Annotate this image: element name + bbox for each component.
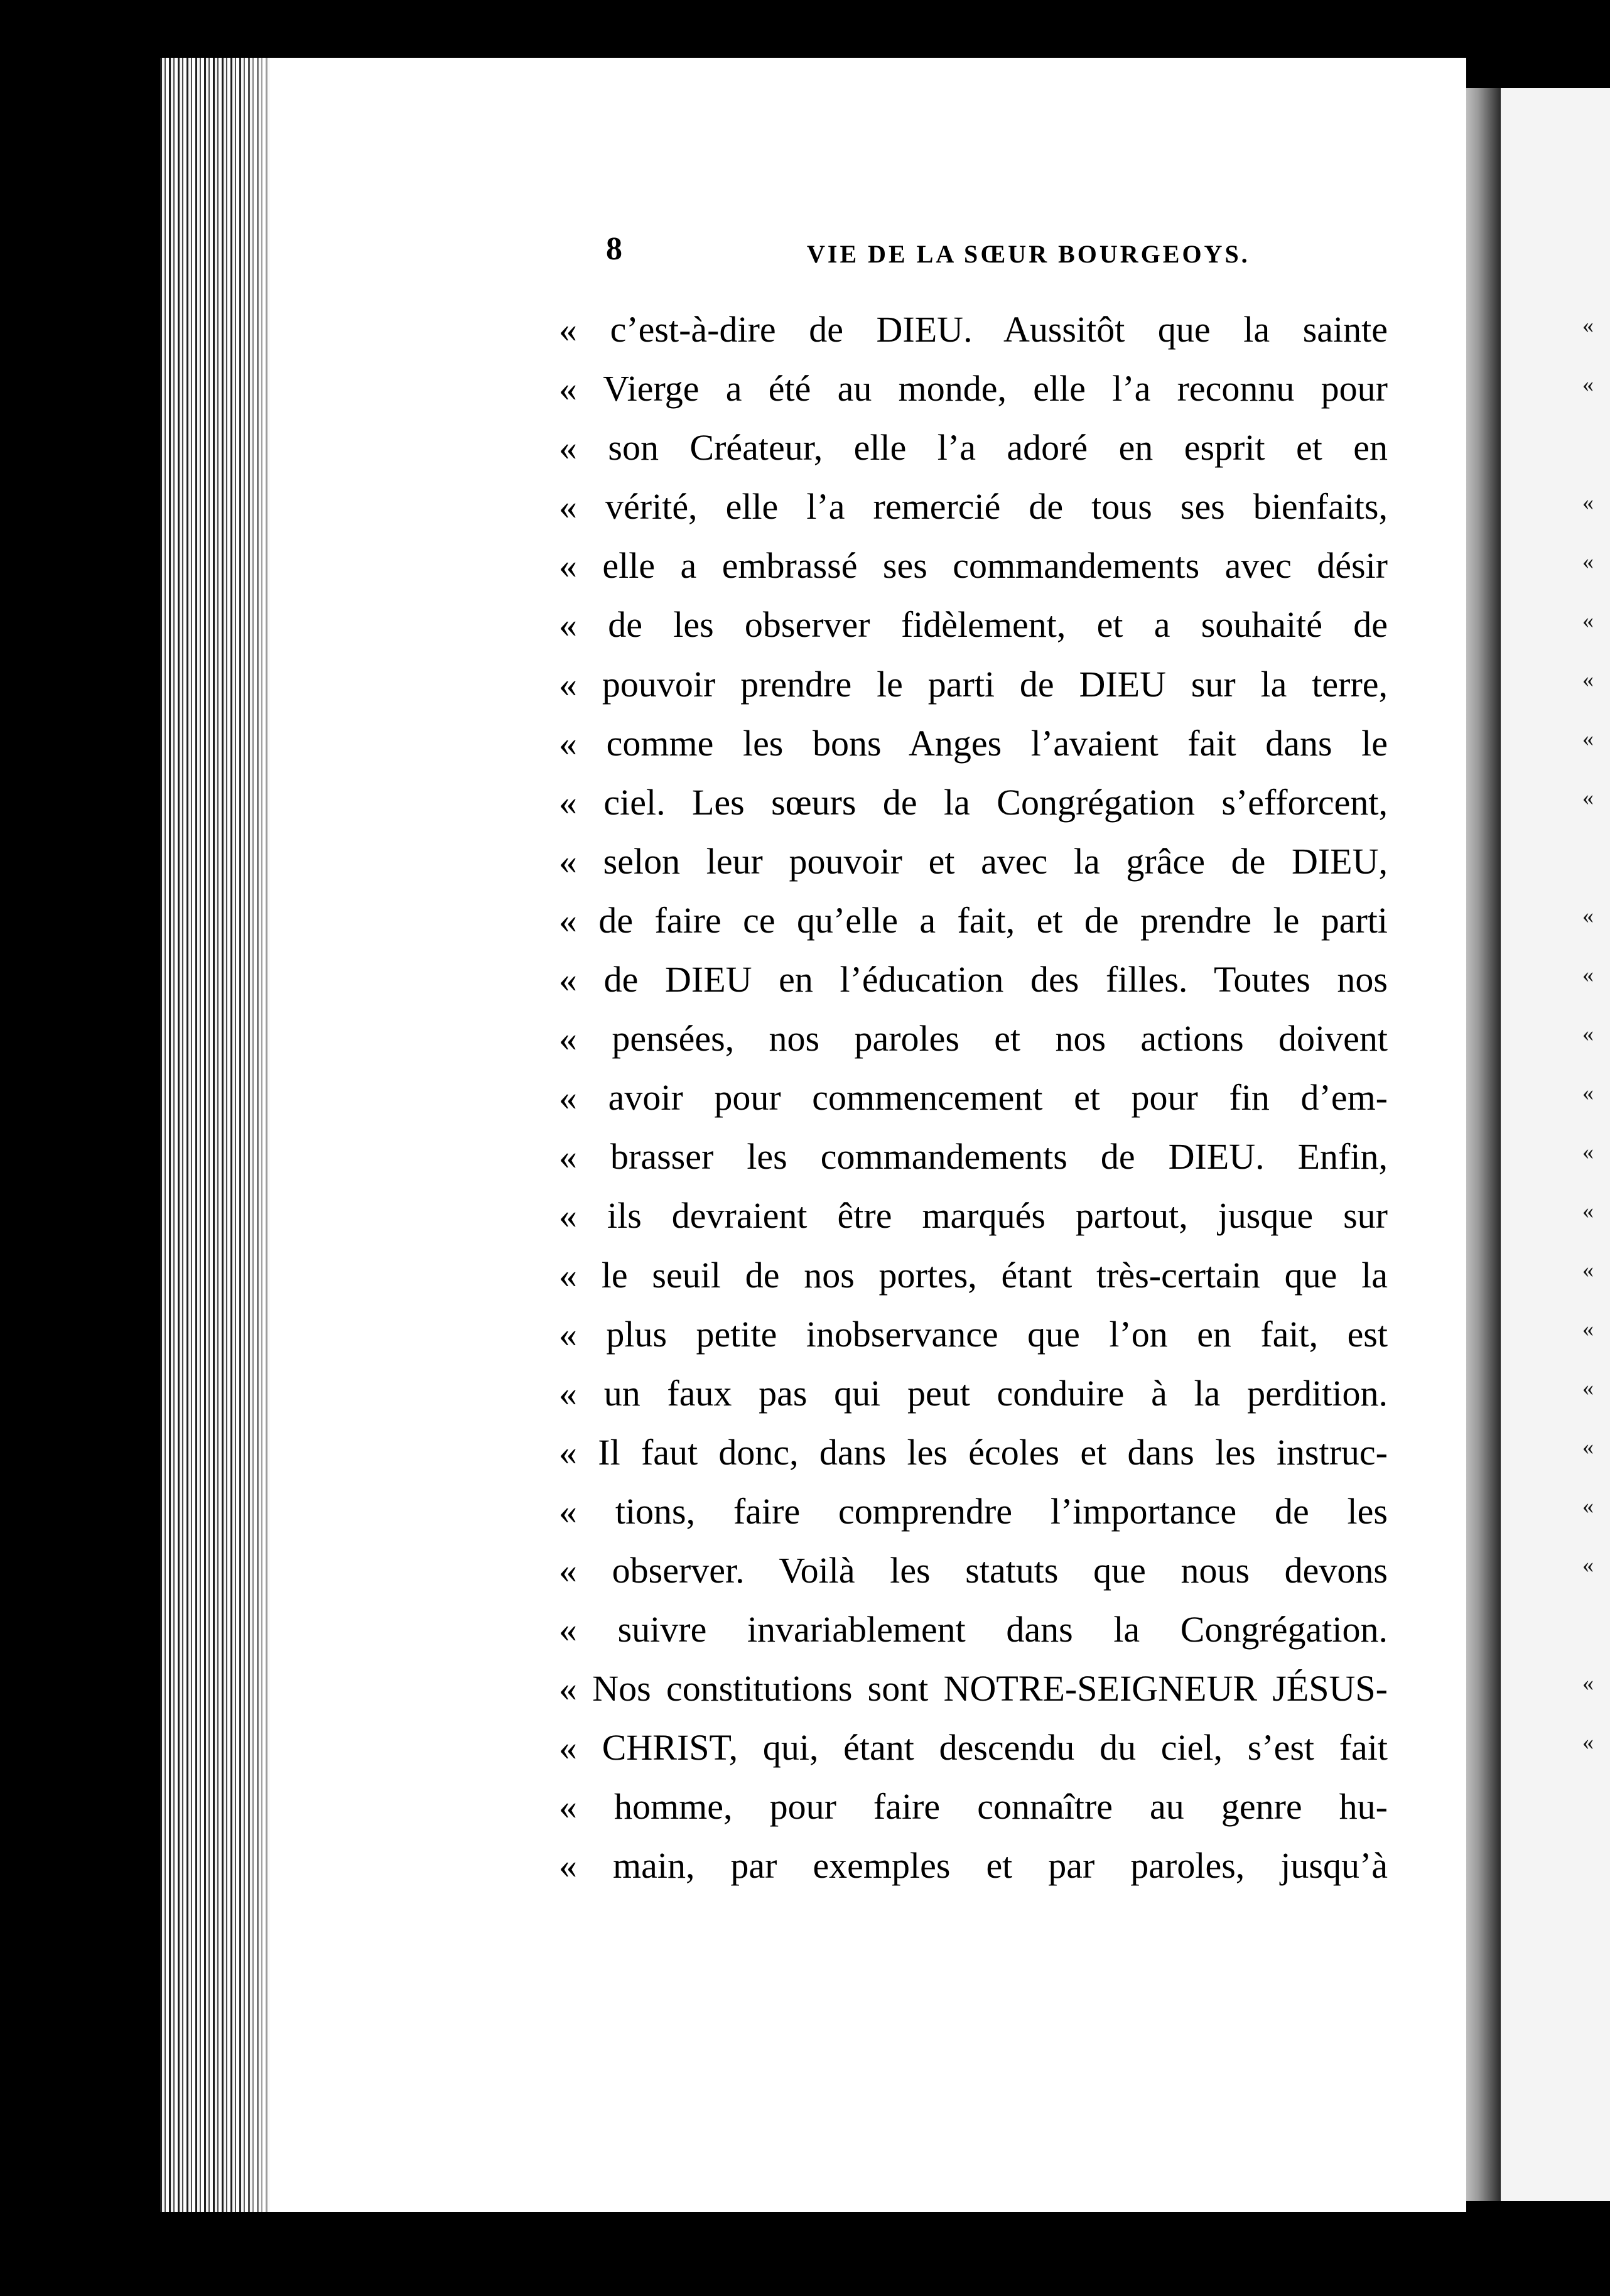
page-edge-fade: [239, 58, 289, 2212]
text-line: « Vierge a été au monde, elle l’a reconnu pour: [559, 368, 1388, 409]
facing-quote-mark: «: [1582, 1257, 1594, 1282]
facing-quote-mark: «: [1582, 962, 1594, 987]
facing-quote-mark: «: [1582, 1198, 1594, 1223]
facing-quote-mark: «: [1582, 1434, 1594, 1459]
text-line: « un faux pas qui peut conduire à la perdition.: [559, 1372, 1388, 1414]
facing-quote-mark: «: [1582, 903, 1594, 928]
text-line: « de DIEU en l’éducation des filles. Toutes nos: [559, 959, 1388, 1000]
text-line: « son Créateur, elle l’a adoré en esprit et en: [559, 427, 1388, 468]
text-line: « suivre invariablement dans la Congrégation.: [559, 1609, 1388, 1650]
facing-quote-mark: «: [1582, 608, 1594, 633]
running-title: VIE DE LA SŒUR BOURGEOYS.: [807, 240, 1250, 268]
facing-quote-mark: «: [1582, 785, 1594, 810]
facing-quote-mark: «: [1582, 1671, 1594, 1696]
text-line: « avoir pour commencement et pour fin d’em-: [559, 1077, 1388, 1118]
page-number: 8: [606, 231, 622, 267]
text-line: « de les observer fidèlement, et a souhaité de: [559, 604, 1388, 646]
facing-quote-mark: «: [1582, 490, 1594, 515]
facing-quote-mark: «: [1582, 726, 1594, 751]
facing-page-quote-marks: [1582, 314, 1607, 2135]
facing-quote-mark: «: [1582, 1080, 1594, 1105]
text-line: « selon leur pouvoir et avec la grâce de DIEU,: [559, 840, 1388, 882]
text-line: « tions, faire comprendre l’importance de les: [559, 1490, 1388, 1532]
text-line: « ils devraient être marqués partout, jusque sur: [559, 1195, 1388, 1237]
facing-quote-mark: «: [1582, 667, 1594, 692]
text-line: « Nos constitutions sont NOTRE-SEIGNEUR JÉSUS-: [559, 1668, 1388, 1709]
text-line: « c’est-à-dire de DIEU. Aussitôt que la sainte: [559, 309, 1388, 350]
text-line: « ciel. Les sœurs de la Congrégation s’efforcent,: [559, 781, 1388, 823]
facing-quote-mark: «: [1582, 1730, 1594, 1755]
text-line: « Il faut donc, dans les écoles et dans les instruc-: [559, 1431, 1388, 1473]
text-line: « comme les bons Anges l’avaient fait dans le: [559, 722, 1388, 764]
facing-quote-mark: «: [1582, 1552, 1594, 1578]
text-line: « main, par exemples et par paroles, jusqu’à: [559, 1845, 1388, 1887]
facing-quote-mark: «: [1582, 549, 1594, 574]
text-line: « de faire ce qu’elle a fait, et de prendre le parti: [559, 899, 1388, 941]
facing-quote-mark: «: [1582, 313, 1594, 338]
facing-quote-mark: «: [1582, 1139, 1594, 1164]
facing-quote-mark: «: [1582, 1375, 1594, 1400]
facing-quote-mark: «: [1582, 1021, 1594, 1046]
text-line: « le seuil de nos portes, étant très-certain que la: [559, 1254, 1388, 1296]
text-line: « CHRIST, qui, étant descendu du ciel, s’est fait: [559, 1727, 1388, 1768]
text-line: « plus petite inobservance que l’on en fait, est: [559, 1313, 1388, 1355]
text-line: « observer. Voilà les statuts que nous devons: [559, 1549, 1388, 1591]
facing-quote-mark: «: [1582, 372, 1594, 397]
text-line: « vérité, elle l’a remercié de tous ses bienfaits,: [559, 486, 1388, 528]
body-text: [559, 300, 1388, 1896]
facing-quote-mark: «: [1582, 1316, 1594, 1341]
running-head: [606, 227, 1250, 271]
text-line: « pouvoir prendre le parti de DIEU sur la terre,: [559, 663, 1388, 705]
facing-quote-mark: «: [1582, 1493, 1594, 1519]
text-line: « homme, pour faire connaître au genre hu-: [559, 1786, 1388, 1828]
text-line: « elle a embrassé ses commandements avec désir: [559, 545, 1388, 587]
text-line: « pensées, nos paroles et nos actions doivent: [559, 1018, 1388, 1059]
text-line: « brasser les commandements de DIEU. Enfin,: [559, 1136, 1388, 1178]
